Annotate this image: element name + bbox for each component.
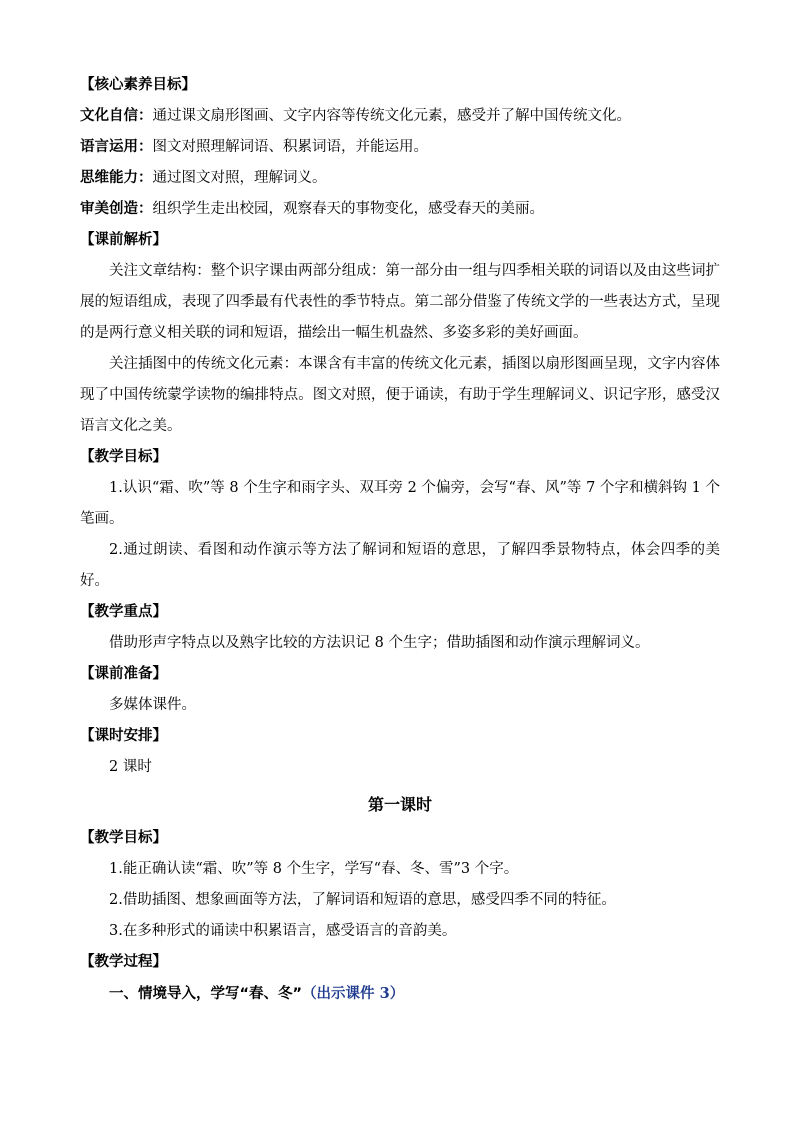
key-points-heading: 【教学重点】	[80, 604, 167, 620]
process-heading: 【教学过程】	[80, 954, 167, 970]
schedule-heading: 【课时安排】	[80, 728, 167, 744]
process-step-1	[80, 978, 720, 1009]
preparation-heading: 【课前准备】	[80, 666, 167, 682]
core-goals-heading: 【核心素养目标】	[80, 77, 196, 93]
lesson-goals-heading: 【教学目标】	[80, 830, 167, 846]
teaching-goals-heading: 【教学目标】	[80, 449, 167, 465]
pre-analysis-paragraph-structure: 关注文章结构：整个识字课由两部分组成：第一部分由一组与四季相关联的词语以及由这些词扩展的短语组成，表现了四季最有代表性的季节特点。第二部分借鉴了传统文学的一些表达方式，呈现的是两行意义相关联的词和短语，描绘出一幅生机盎然、多姿多彩的美好画面。	[80, 263, 720, 341]
goal-item-language	[80, 132, 720, 163]
goal-item-culture	[80, 101, 720, 132]
document-page	[80, 70, 720, 1009]
goal-text: 通过课文扇形图画、文字内容等传统文化元素，感受并了解中国传统文化。	[152, 108, 631, 124]
goal-text: 通过图文对照，理解词义。	[152, 170, 327, 186]
courseware-note: （出示课件 3）	[302, 985, 405, 1002]
teaching-goal-2: 2.通过朗读、看图和动作演示等方法了解词和短语的意思，了解四季景物特点，体会四季的美好。	[80, 542, 720, 589]
lesson-goal-3: 3.在多种形式的诵读中积累语言，感受语言的音韵美。	[109, 923, 457, 939]
preparation-text: 多媒体课件。	[109, 697, 196, 713]
key-points-text: 借助形声字特点以及熟字比较的方法识记 8 个生字；借助插图和动作演示理解词义。	[109, 635, 650, 651]
goal-text: 组织学生走出校园，观察春天的事物变化，感受春天的美丽。	[152, 201, 544, 217]
pre-analysis-heading: 【课前解析】	[80, 232, 167, 248]
step-title: 一、情境导入，学写“春、冬”	[109, 986, 303, 1002]
lesson-title: 第一课时	[367, 795, 432, 814]
goal-text: 图文对照理解词语、积累词语，并能运用。	[152, 139, 428, 155]
goal-label: 审美创造：	[80, 201, 153, 217]
goal-label: 思维能力：	[80, 170, 153, 186]
lesson-goal-2: 2.借助插图、想象画面等方法，了解词语和短语的意思，感受四季不同的特征。	[109, 892, 616, 908]
goal-item-aesthetic	[80, 194, 720, 225]
schedule-text: 2 课时	[109, 759, 152, 775]
teaching-goal-1: 1.认识“霜、吹”等 8 个生字和雨字头、双耳旁 2 个偏旁，会写“春、风”等 7 个字和横斜钩 1 个笔画。	[80, 480, 720, 527]
goal-item-thinking	[80, 163, 720, 194]
lesson-goal-1: 1.能正确认读“霜、吹”等 8 个生字，学写“春、冬、雪”3 个字。	[109, 861, 519, 877]
goal-label: 文化自信：	[80, 108, 153, 124]
pre-analysis-paragraph-culture: 关注插图中的传统文化元素：本课含有丰富的传统文化元素，插图以扇形图画呈现，文字内容体现了中国传统蒙学读物的编排特点。图文对照，便于诵读，有助于学生理解词义、识记字形，感受汉语言文化之美。	[80, 356, 720, 434]
goal-label: 语言运用：	[80, 139, 153, 155]
